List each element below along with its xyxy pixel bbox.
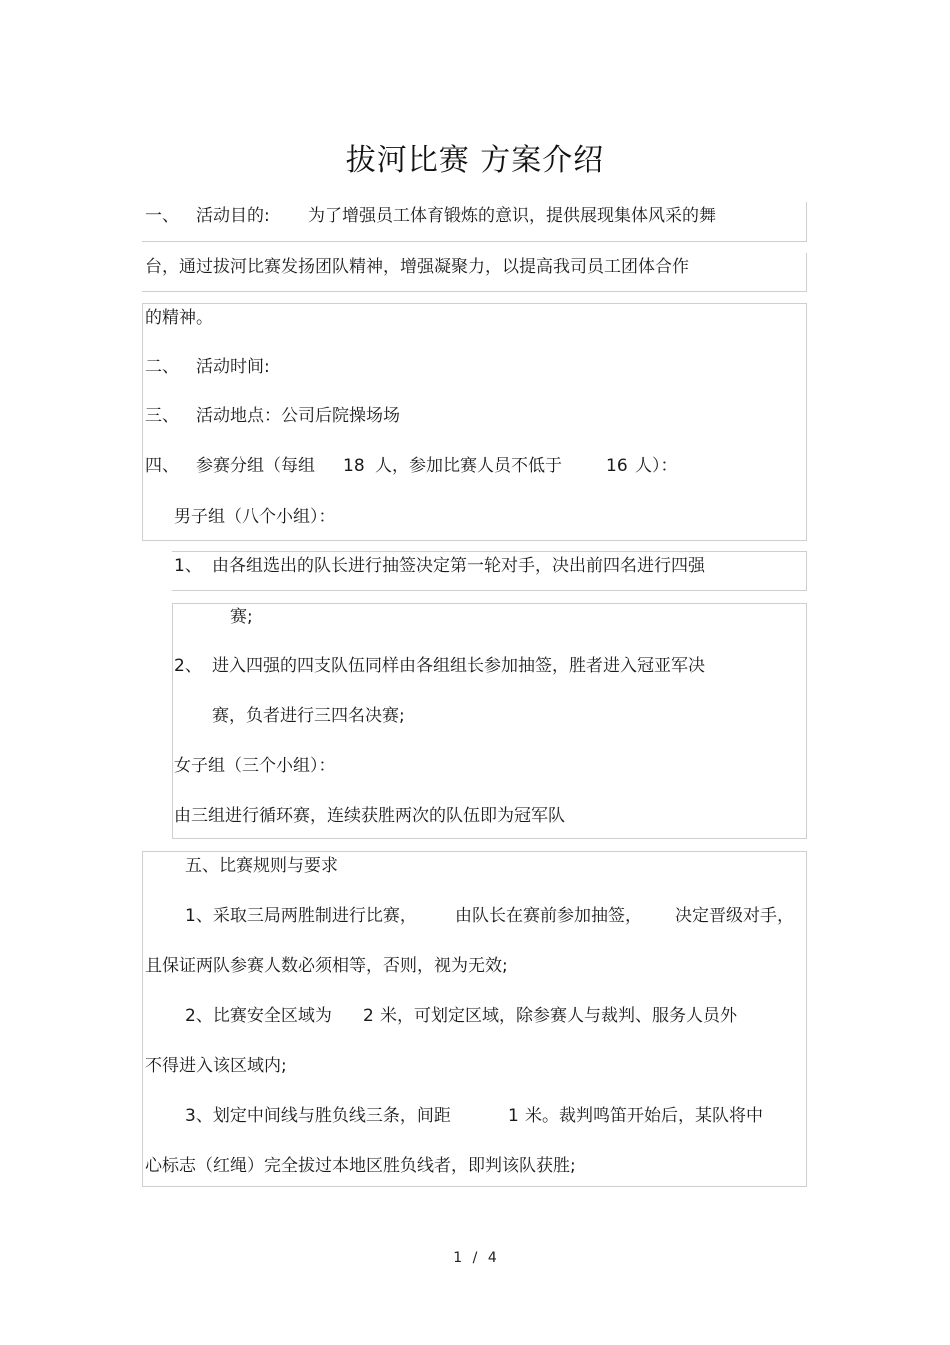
rule-text: 不得进入该区域内; <box>145 1056 287 1076</box>
section-label: 活动地点：公司后院操场场 <box>196 406 400 426</box>
rule-text: 1、采取三局两胜制进行比赛， <box>185 906 417 926</box>
subheading-women-group: 女子组（三个小组）： <box>174 756 336 776</box>
section-number: 一、 <box>145 206 179 226</box>
rule-text: 2、比赛安全区域为 <box>185 1006 332 1026</box>
paragraph-text: 人）： <box>635 456 678 476</box>
section-number: 三、 <box>145 406 179 426</box>
rule-text: 由队长在赛前参加抽签， <box>455 906 642 926</box>
section-heading: 五、比赛规则与要求 <box>185 856 338 876</box>
number-value: 2 <box>363 1006 374 1026</box>
rule-text: 米，可划定区域，除参赛人与裁判、服务人员外 <box>380 1006 737 1026</box>
rule-text: 决定晋级对手， <box>675 906 794 926</box>
list-item-text: 赛，负者进行三四名决赛; <box>212 706 405 726</box>
rule-text: 且保证两队参赛人数必须相等，否则，视为无效; <box>145 956 508 976</box>
paragraph-text: 台，通过拔河比赛发扬团队精神，增强凝聚力，以提高我司员工团体合作 <box>145 257 689 277</box>
list-number: 1、 <box>174 556 202 576</box>
section-number: 四、 <box>145 456 179 476</box>
rule-text: 心标志（红绳）完全拔过本地区胜负线者，即判该队获胜; <box>145 1156 576 1176</box>
document-title: 拔河比赛 方案介绍 <box>345 143 605 178</box>
current-page: 1 <box>453 1250 463 1266</box>
subheading-men-group: 男子组（八个小组）： <box>174 507 336 527</box>
paragraph-text: 为了增强员工体育锻炼的意识，提供展现集体风采的舞 <box>308 206 716 226</box>
paragraph-text: 参赛分组（每组 <box>196 456 315 476</box>
rule-text: 3、划定中间线与胜负线三条，间距 <box>185 1106 451 1126</box>
section-label: 活动时间: <box>196 357 270 377</box>
section-number: 二、 <box>145 357 179 377</box>
list-item-text: 进入四强的四支队伍同样由各组组长参加抽签，胜者进入冠亚军决 <box>212 656 705 676</box>
paragraph-text: 人，参加比赛人员不低于 <box>375 456 562 476</box>
total-pages: 4 <box>487 1250 497 1266</box>
rule-text: 米。裁判鸣笛开始后，某队将中 <box>525 1106 763 1126</box>
paragraph-text: 由三组进行循环赛，连续获胜两次的队伍即为冠军队 <box>174 806 565 826</box>
section-label: 活动目的: <box>196 206 270 226</box>
number-value: 16 <box>606 456 628 476</box>
list-number: 2、 <box>174 656 202 676</box>
list-item-text: 由各组选出的队长进行抽签决定第一轮对手，决出前四名进行四强 <box>212 556 705 576</box>
list-item-text: 赛; <box>230 607 253 627</box>
number-value: 1 <box>508 1106 519 1126</box>
paragraph-text: 的精神。 <box>145 308 213 328</box>
page-indicator <box>0 1250 950 1266</box>
page-separator: / <box>472 1250 478 1266</box>
number-value: 18 <box>343 456 365 476</box>
